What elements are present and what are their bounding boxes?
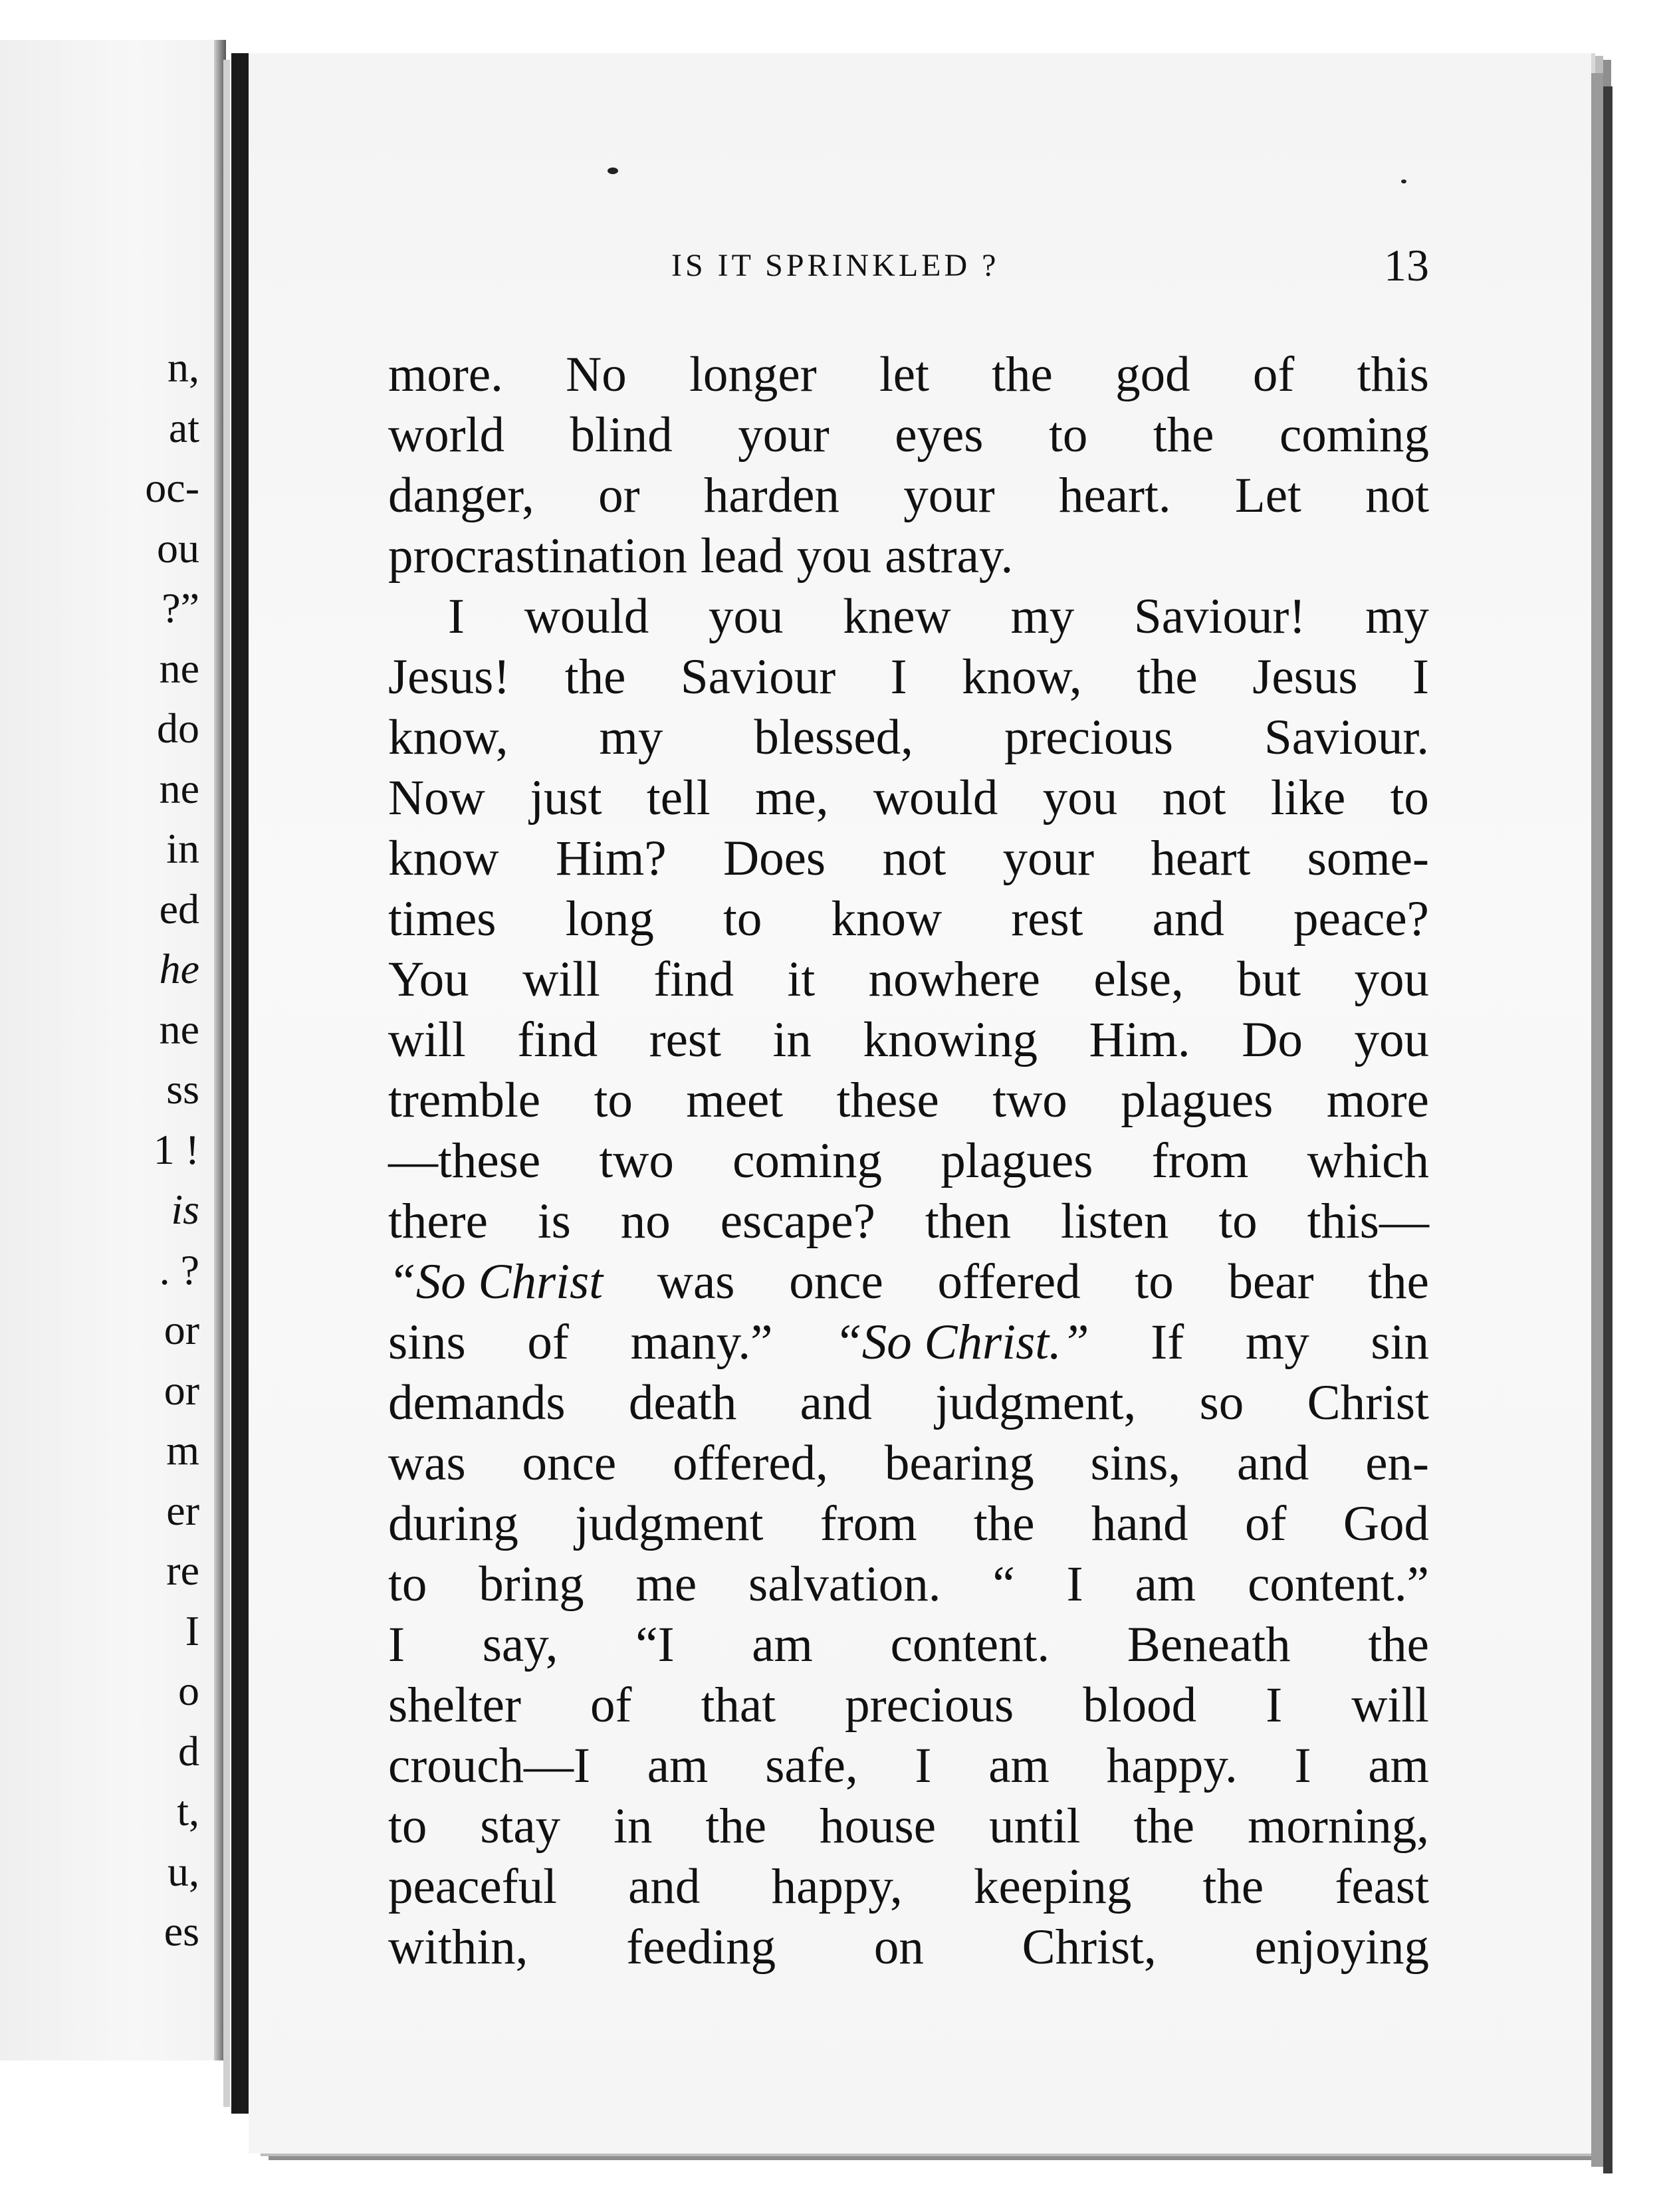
left-fragment: oc- bbox=[145, 464, 199, 511]
word: plagues bbox=[1121, 1073, 1274, 1128]
body-line bbox=[388, 1433, 1429, 1493]
word: to bbox=[388, 1799, 427, 1854]
word: the bbox=[1137, 649, 1198, 705]
word: happy, bbox=[771, 1859, 903, 1914]
word: shelter bbox=[388, 1678, 521, 1733]
left-fragment: ne bbox=[159, 644, 199, 692]
body-line bbox=[388, 949, 1429, 1010]
word: me, bbox=[755, 770, 829, 826]
word: death bbox=[628, 1375, 737, 1430]
body-line bbox=[388, 526, 1429, 586]
body-line bbox=[388, 1675, 1429, 1735]
word: sins bbox=[388, 1315, 466, 1370]
word: and bbox=[1152, 891, 1224, 946]
left-fragment: do bbox=[157, 705, 199, 752]
word: Christ, bbox=[1022, 1920, 1157, 1975]
body-line bbox=[388, 1010, 1429, 1070]
word: coming bbox=[732, 1133, 883, 1188]
word: judgment, bbox=[935, 1375, 1137, 1430]
left-fragment: m bbox=[166, 1426, 199, 1474]
word: your bbox=[738, 407, 830, 463]
word: I bbox=[890, 649, 907, 705]
word: of bbox=[527, 1315, 569, 1370]
word: like bbox=[1270, 770, 1346, 826]
word: content.” bbox=[1248, 1557, 1429, 1612]
word: is bbox=[537, 1194, 571, 1249]
word: feeding bbox=[626, 1920, 776, 1975]
book-spine bbox=[231, 53, 249, 2114]
word: I bbox=[388, 1617, 405, 1672]
body-line bbox=[388, 828, 1429, 889]
body-text bbox=[388, 344, 1429, 1977]
word: judgment bbox=[575, 1496, 764, 1551]
word: Saviour. bbox=[1264, 710, 1429, 765]
word: feast bbox=[1335, 1859, 1429, 1914]
page-number: 13 bbox=[1384, 240, 1429, 290]
word: blind bbox=[570, 407, 673, 463]
word: my bbox=[1365, 589, 1429, 644]
word: of bbox=[590, 1678, 632, 1733]
left-fragment: at bbox=[168, 403, 199, 451]
word: the bbox=[1153, 407, 1214, 463]
left-fragment: or bbox=[164, 1306, 199, 1353]
left-fragment: u, bbox=[167, 1847, 199, 1895]
word: procrastination bbox=[388, 528, 687, 584]
word: once bbox=[522, 1436, 617, 1491]
word: knowing bbox=[863, 1012, 1038, 1067]
word: two bbox=[992, 1073, 1067, 1128]
word: am bbox=[1368, 1738, 1429, 1793]
word: —these bbox=[388, 1133, 541, 1188]
word: I bbox=[915, 1738, 932, 1793]
word: you bbox=[708, 589, 784, 644]
word: lead bbox=[700, 528, 784, 584]
word: crouch—I bbox=[388, 1738, 591, 1793]
left-fragment: ed bbox=[159, 885, 199, 933]
word: you bbox=[1354, 1012, 1429, 1067]
body-line bbox=[388, 1070, 1429, 1131]
word: let bbox=[879, 347, 929, 402]
word: house bbox=[820, 1799, 937, 1854]
word: some- bbox=[1307, 831, 1429, 886]
word: and bbox=[628, 1859, 701, 1914]
word: bring bbox=[479, 1557, 584, 1612]
left-fragment: t, bbox=[177, 1787, 199, 1834]
ink-speck bbox=[608, 167, 618, 174]
word: there bbox=[388, 1194, 488, 1249]
word: was bbox=[388, 1436, 466, 1491]
word: to bbox=[1218, 1194, 1258, 1249]
word: know, bbox=[962, 649, 1082, 705]
word: en- bbox=[1365, 1436, 1429, 1491]
word: Jesus! bbox=[388, 649, 510, 705]
word: happy. bbox=[1106, 1738, 1238, 1793]
left-page-line-endings bbox=[13, 338, 199, 1962]
word: am bbox=[988, 1738, 1050, 1793]
word: Christ bbox=[1307, 1375, 1429, 1430]
word: God bbox=[1343, 1496, 1429, 1551]
left-fragment: is bbox=[171, 1186, 199, 1233]
word: else, bbox=[1093, 952, 1184, 1007]
page-edge-dark bbox=[1603, 86, 1612, 2173]
word: peaceful bbox=[388, 1859, 557, 1914]
word: god bbox=[1115, 347, 1190, 402]
word: rest bbox=[649, 1012, 721, 1067]
word: bear bbox=[1228, 1254, 1314, 1309]
word: it bbox=[787, 952, 816, 1007]
word: the bbox=[973, 1496, 1035, 1551]
word: once bbox=[789, 1254, 883, 1309]
word: Does bbox=[722, 831, 826, 886]
word: offered bbox=[937, 1254, 1081, 1309]
word: eyes bbox=[895, 407, 984, 463]
spine-highlight bbox=[223, 60, 230, 2107]
left-fragment: he bbox=[159, 945, 199, 992]
word: sin bbox=[1371, 1315, 1429, 1370]
body-line bbox=[388, 1856, 1429, 1917]
word: You bbox=[388, 952, 469, 1007]
running-head: IS IT SPRINKLED ? bbox=[671, 248, 1000, 283]
word: you bbox=[796, 528, 872, 584]
word: from bbox=[820, 1496, 917, 1551]
word: not bbox=[882, 831, 946, 886]
word: would bbox=[524, 589, 649, 644]
word: in bbox=[613, 1799, 653, 1854]
word: precious bbox=[845, 1678, 1014, 1733]
left-fragment: ne bbox=[159, 1005, 199, 1053]
word: blood bbox=[1083, 1678, 1197, 1733]
word: I bbox=[1412, 649, 1429, 705]
word: hand bbox=[1091, 1496, 1188, 1551]
word: two bbox=[599, 1133, 674, 1188]
body-line bbox=[388, 1131, 1429, 1191]
left-fragment: ?” bbox=[162, 584, 199, 631]
word: plagues bbox=[941, 1133, 1093, 1188]
word: am bbox=[752, 1617, 813, 1672]
word: knew bbox=[843, 589, 951, 644]
word: my bbox=[1010, 589, 1075, 644]
word: until bbox=[988, 1799, 1081, 1854]
left-page-fragment bbox=[0, 40, 226, 2060]
word: the bbox=[1133, 1799, 1195, 1854]
body-line bbox=[388, 707, 1429, 768]
left-fragment: I bbox=[185, 1606, 199, 1654]
word: then bbox=[925, 1194, 1011, 1249]
body-line bbox=[388, 465, 1429, 526]
word: heart bbox=[1151, 831, 1251, 886]
body-line bbox=[388, 405, 1429, 465]
word: will bbox=[522, 952, 600, 1007]
word: within, bbox=[388, 1920, 528, 1975]
left-fragment: 1 ! bbox=[153, 1125, 199, 1173]
body-line bbox=[388, 586, 1429, 647]
word: tell bbox=[646, 770, 711, 826]
word: your bbox=[903, 468, 995, 523]
word: so bbox=[1199, 1375, 1244, 1430]
word: your bbox=[1002, 831, 1095, 886]
word: No bbox=[566, 347, 627, 402]
word: content. bbox=[890, 1617, 1050, 1672]
word: Beneath bbox=[1127, 1617, 1291, 1672]
body-line bbox=[388, 768, 1429, 828]
word: harden bbox=[703, 468, 839, 523]
word: that bbox=[701, 1678, 776, 1733]
left-fragment: n, bbox=[167, 344, 199, 391]
word: to bbox=[1390, 770, 1429, 826]
word: the bbox=[564, 649, 626, 705]
word: Saviour bbox=[680, 649, 836, 705]
word: to bbox=[723, 891, 762, 946]
word: me bbox=[635, 1557, 697, 1612]
word: times bbox=[388, 891, 497, 946]
word: know bbox=[831, 891, 943, 946]
body-line bbox=[388, 1373, 1429, 1433]
word: the bbox=[705, 1799, 767, 1854]
body-line bbox=[388, 1312, 1429, 1373]
left-fragment: es bbox=[164, 1908, 199, 1955]
word: am bbox=[1135, 1557, 1196, 1612]
word: Do bbox=[1242, 1012, 1303, 1067]
word: keeping bbox=[973, 1859, 1132, 1914]
word: world bbox=[388, 407, 504, 463]
ink-speck bbox=[1401, 179, 1406, 183]
word: danger, bbox=[388, 468, 534, 523]
body-line bbox=[388, 1614, 1429, 1675]
word: say, bbox=[482, 1617, 558, 1672]
word: long bbox=[565, 891, 654, 946]
word: If bbox=[1151, 1315, 1184, 1370]
italic-phrase: “So Christ.” bbox=[834, 1315, 1089, 1370]
body-line bbox=[388, 344, 1429, 405]
word: more. bbox=[388, 347, 503, 402]
word: will bbox=[1351, 1678, 1429, 1733]
word: Him? bbox=[556, 831, 667, 886]
word: precious bbox=[1004, 710, 1174, 765]
body-line bbox=[388, 889, 1429, 949]
word: of bbox=[1245, 1496, 1287, 1551]
left-fragment: o bbox=[178, 1667, 199, 1714]
word: meet bbox=[686, 1073, 784, 1128]
word: was bbox=[657, 1254, 735, 1309]
word: sins, bbox=[1090, 1436, 1181, 1491]
word: my bbox=[1245, 1315, 1309, 1370]
word: tremble bbox=[388, 1073, 541, 1128]
word: this— bbox=[1307, 1194, 1429, 1249]
word: the bbox=[1368, 1254, 1429, 1309]
word: I bbox=[1294, 1738, 1311, 1793]
word: find bbox=[517, 1012, 598, 1067]
word: heart. bbox=[1058, 468, 1171, 523]
word: my bbox=[599, 710, 663, 765]
page-edge bbox=[1591, 73, 1603, 2167]
word: and bbox=[1237, 1436, 1309, 1491]
word: not bbox=[1162, 770, 1226, 826]
body-line bbox=[388, 1735, 1429, 1796]
left-fragment: d bbox=[178, 1727, 199, 1775]
word: and bbox=[800, 1375, 872, 1430]
left-fragment: re bbox=[166, 1547, 199, 1594]
word: you bbox=[1042, 770, 1118, 826]
word: safe, bbox=[765, 1738, 858, 1793]
word: find bbox=[653, 952, 734, 1007]
word: would bbox=[873, 770, 998, 826]
word: know bbox=[388, 831, 499, 886]
word: longer bbox=[689, 347, 817, 402]
body-line bbox=[388, 1493, 1429, 1554]
word: Now bbox=[388, 770, 485, 826]
word: the bbox=[1202, 1859, 1264, 1914]
word: of bbox=[1252, 347, 1295, 402]
word: or bbox=[598, 468, 640, 523]
word: will bbox=[388, 1012, 466, 1067]
word: escape? bbox=[720, 1194, 875, 1249]
word: offered, bbox=[673, 1436, 828, 1491]
word: in bbox=[772, 1012, 812, 1067]
word: know, bbox=[388, 710, 508, 765]
word: stay bbox=[480, 1799, 561, 1854]
body-line bbox=[388, 1796, 1429, 1856]
word: during bbox=[388, 1496, 518, 1551]
word: Him. bbox=[1089, 1012, 1190, 1067]
word: enjoying bbox=[1254, 1920, 1429, 1975]
left-fragment: ne bbox=[159, 764, 199, 812]
word: this bbox=[1357, 347, 1429, 402]
word: the bbox=[1368, 1617, 1429, 1672]
word: which bbox=[1307, 1133, 1429, 1188]
word: to bbox=[1048, 407, 1088, 463]
left-fragment: ou bbox=[157, 524, 199, 572]
word: on bbox=[873, 1920, 924, 1975]
word: these bbox=[836, 1073, 939, 1128]
body-line bbox=[388, 1554, 1429, 1614]
word: the bbox=[992, 347, 1053, 402]
body-line bbox=[388, 1917, 1429, 1977]
word: Jesus bbox=[1252, 649, 1358, 705]
word: from bbox=[1151, 1133, 1249, 1188]
word: I bbox=[1266, 1678, 1283, 1733]
word: I bbox=[448, 589, 465, 644]
word: I bbox=[1066, 1557, 1083, 1612]
word: nowhere bbox=[868, 952, 1040, 1007]
word: more bbox=[1326, 1073, 1429, 1128]
word: rest bbox=[1011, 891, 1083, 946]
left-fragment: ss bbox=[166, 1065, 199, 1113]
word: but bbox=[1237, 952, 1301, 1007]
left-fragment: . ? bbox=[159, 1246, 199, 1293]
word: Saviour! bbox=[1134, 589, 1306, 644]
word: bearing bbox=[884, 1436, 1034, 1491]
body-line bbox=[388, 1191, 1429, 1252]
left-fragment: in bbox=[166, 825, 199, 872]
word: to bbox=[388, 1557, 427, 1612]
word: “I bbox=[635, 1617, 675, 1672]
word: no bbox=[620, 1194, 671, 1249]
word: “ bbox=[992, 1557, 1015, 1612]
word: blessed, bbox=[754, 710, 913, 765]
word: just bbox=[530, 770, 602, 826]
word: astray. bbox=[885, 528, 1014, 584]
word: you bbox=[1354, 952, 1429, 1007]
word: not bbox=[1365, 468, 1429, 523]
word: to bbox=[594, 1073, 633, 1128]
word: demands bbox=[388, 1375, 566, 1430]
word: peace? bbox=[1293, 891, 1429, 946]
italic-phrase: “So Christ bbox=[388, 1254, 604, 1309]
word: coming bbox=[1279, 407, 1429, 463]
left-fragment: er bbox=[166, 1486, 199, 1534]
word: salvation. bbox=[748, 1557, 941, 1612]
left-fragment: or bbox=[164, 1366, 199, 1414]
word: morning, bbox=[1248, 1799, 1429, 1854]
body-line bbox=[388, 1252, 1429, 1312]
body-line bbox=[388, 647, 1429, 707]
page-header bbox=[671, 240, 1429, 304]
word: many.” bbox=[630, 1315, 773, 1370]
word: to bbox=[1135, 1254, 1174, 1309]
word: listen bbox=[1060, 1194, 1169, 1249]
word: Let bbox=[1234, 468, 1301, 523]
word: am bbox=[647, 1738, 709, 1793]
